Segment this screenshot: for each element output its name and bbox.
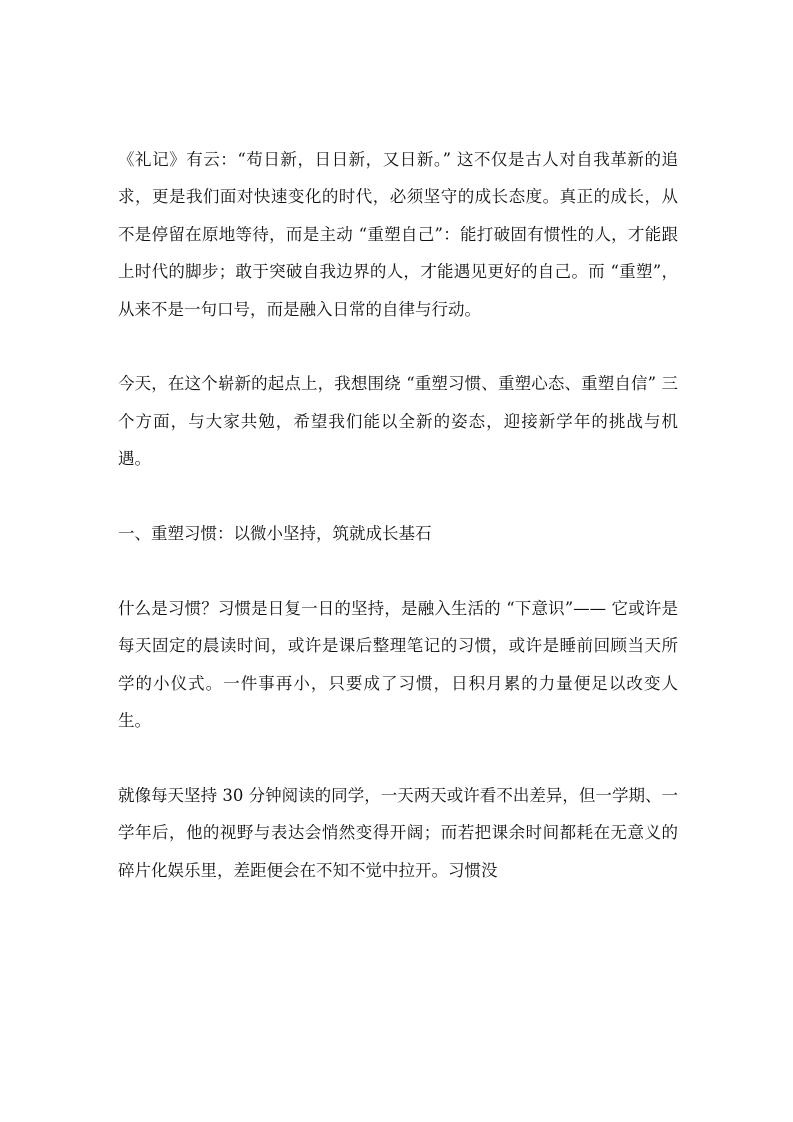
section-heading: 一、重塑习惯：以微小坚持，筑就成长基石 xyxy=(118,524,432,544)
paragraph-gap xyxy=(118,552,678,589)
paragraph-habit-example: 就像每天坚持 30 分钟阅读的同学，一天两天或许看不出差异，但一学期、一学年后，他的视野与表达会悄然变得开阔；而若把课余时间都耗在无意义的碎片化娱乐里，差距便会在不知不觉中拉开。习惯没 xyxy=(118,785,678,880)
paragraph-gap xyxy=(118,328,678,365)
paragraph-intro: 《礼记》有云：“苟日新，日日新，又日新。” 这不仅是古人对自我革新的追求，更是我们面对快速变化的时代，必须坚守的成长态度。真正的成长，从不是停留在原地等待，而是主动 “重塑自己”：能打破固有惯性的人，才能跟上时代的脚步；敢于突破自我边界的人，才能遇见更好的自己。而 “重塑”，从来不是一句口号，而是融入日常的自律与行动。 xyxy=(118,150,678,319)
paragraph-theme: 今天，在这个崭新的起点上，我想围绕 “重塑习惯、重塑心态、重塑自信” 三个方面，与大家共勉，希望我们能以全新的姿态，迎接新学年的挑战与机遇。 xyxy=(118,374,678,469)
paragraph-gap xyxy=(118,739,678,776)
paragraph-habit-definition: 什么是习惯？习惯是日复一日的坚持，是融入生活的 “下意识”—— 它或许是每天固定的晨读时间，或许是课后整理笔记的习惯，或许是睡前回顾当天所学的小仪式。一件事再小，只要成了习惯，日积月累的力量便足以改变人生。 xyxy=(118,598,678,731)
document-body xyxy=(118,141,678,889)
paragraph-gap xyxy=(118,478,678,515)
